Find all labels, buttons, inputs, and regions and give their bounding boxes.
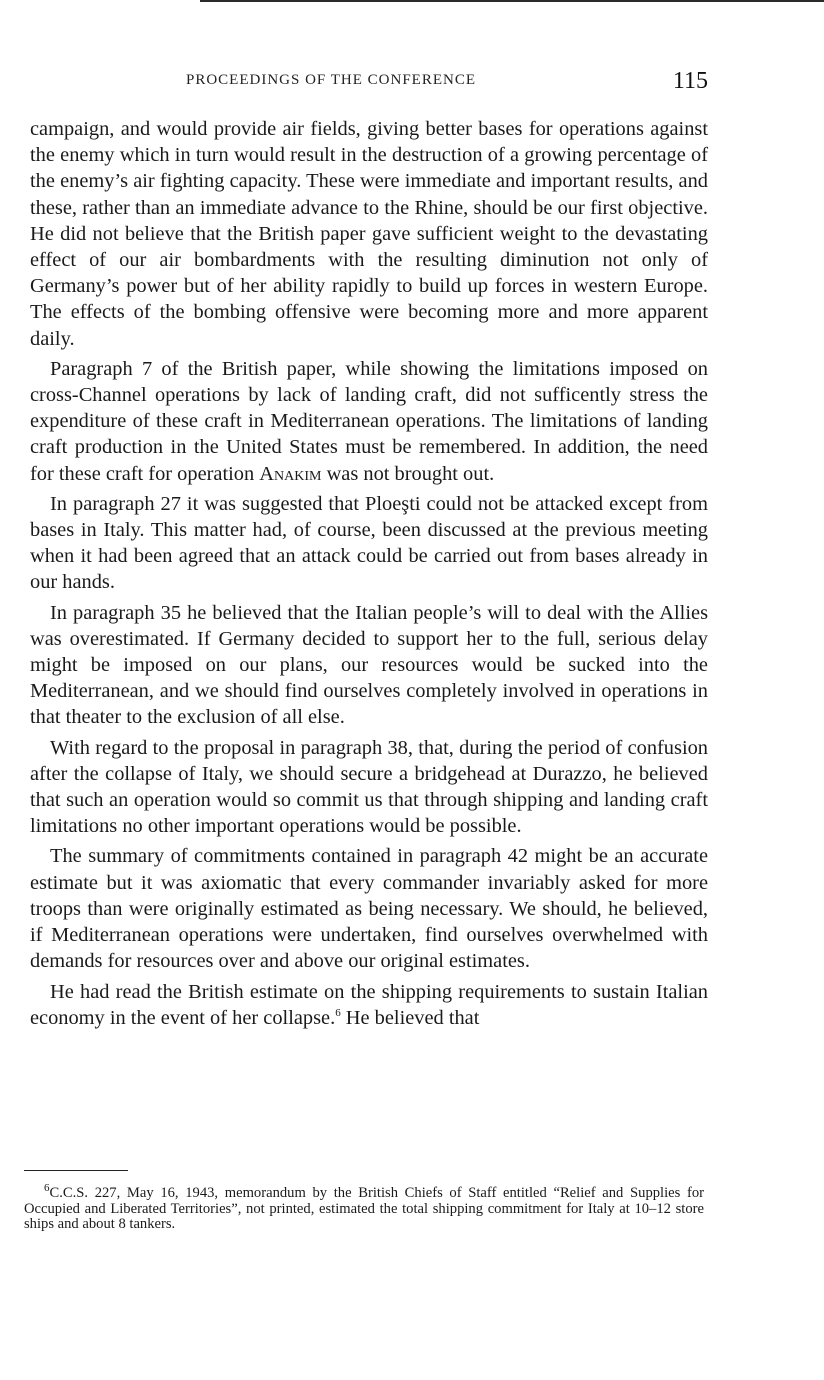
paragraph: He had read the British estimate on the shipping requirements to sustain Italian economy in the event of her collapse.$^6$ He believed that [30, 980, 708, 1029]
footnote-text: C.C.S. 227, May 16, 1943, memorandum by the British Chiefs of Staff entitled “Relief and Supplies for Occupied and Liberated Territories”, not printed, estimated the total shipping commitment for Italy at 10–12 store ships and about 8 tankers. [24, 1185, 704, 1233]
page-number: 115 [672, 68, 708, 94]
running-title: PROCEEDINGS OF THE CONFERENCE [186, 72, 476, 88]
footnote-reference: 6 [335, 1006, 341, 1019]
footnote [24, 1182, 704, 1233]
paragraph: With regard to the proposal in paragraph 38, that, during the period of confusion after the collapse of Italy, we should secure a bridgehead at Durazzo, he believed that such an operation would so commit us that through shipping and landing craft limitations no other important operations would be possible. [30, 736, 708, 838]
paragraph: Paragraph 7 of the British paper, while showing the limitations imposed on cross-Channel operations by lack of landing craft, did not sufficently stress the expenditure of these craft in Mediterranean operations. The limitations of landing craft production in the United States must be remembered. In addition, the need for these craft for operation Anakim was not brought out. [30, 357, 708, 485]
operation-name: Anakim [259, 462, 322, 485]
paragraph: The summary of commitments contained in paragraph 42 might be an accurate estimate but it was axiomatic that every commander invariably asked for more troops than were originally estimated as being necessary. We should, he believed, if Mediterranean operations were undertaken, find ourselves overwhelmed with demands for resources over and above our original estimates. [30, 845, 708, 973]
paragraph: campaign, and would provide air fields, giving better bases for operations against the enemy which in turn would result in the destruction of a growing percentage of the enemy’s air fighting capacity. These were immediate and important results, and these, rather than an immediate advance to the Rhine, should be our first objective. He did not believe that the British paper gave sufficient weight to the devastating effect of our air bombardments with the resulting diminution not only of Germany’s power but of her ability rapidly to build up forces in western Europe. The effects of the bombing offensive were becoming more and more apparent daily. [30, 118, 708, 350]
paragraph: In paragraph 27 it was suggested that Ploeşti could not be attacked except from bases in Italy. This matter had, of course, been discussed at the previous meeting when it had been agreed that an attack could be carried out from bases already in our hands. [30, 492, 708, 594]
paragraph: In paragraph 35 he believed that the Italian people’s will to deal with the Allies was overestimated. If Germany decided to support her to the full, serious delay might be imposed on our plans, our resources would be sucked into the Mediterranean, and we should find ourselves completely involved in operations in that theater to the exclusion of all else. [30, 601, 708, 729]
running-head [26, 68, 708, 98]
top-rule [200, 0, 824, 2]
body-text [30, 116, 708, 1035]
footnote-marker: 6 [44, 1182, 50, 1195]
footnote-rule [24, 1170, 128, 1171]
